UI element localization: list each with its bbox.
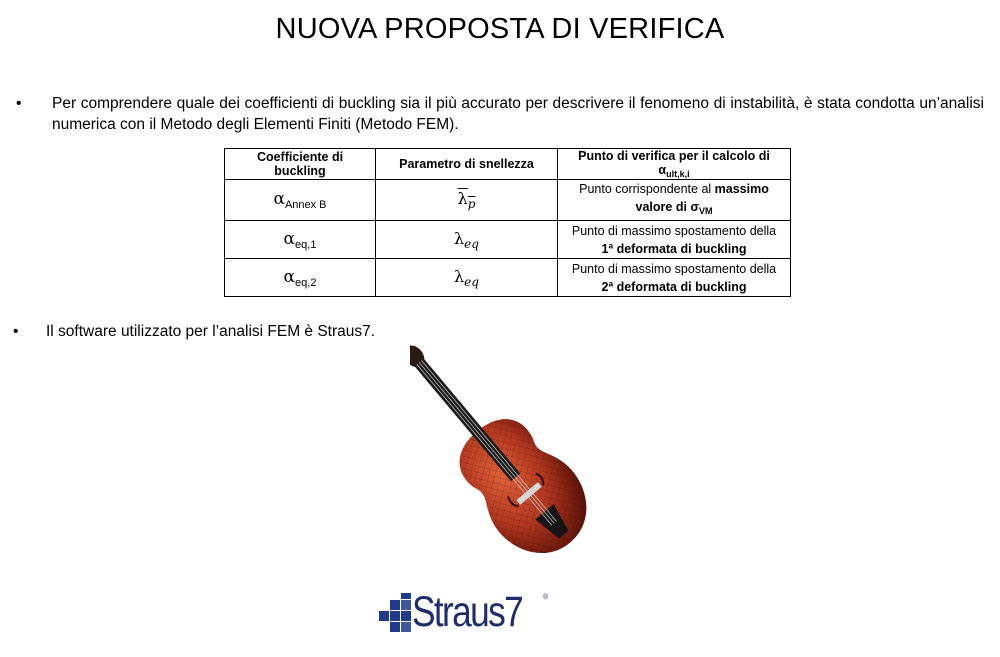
verification-cell: Punto di massimo spostamento della 1ª deformata di buckling: [558, 221, 791, 259]
bullet-item-intro: [16, 93, 984, 135]
parameter-cell: $\lambda_{eq}$: [376, 259, 558, 297]
coefficient-cell: αAnnex B: [225, 180, 376, 221]
header-coefficient: Coefficiente di buckling: [225, 149, 376, 180]
verification-cell: Punto di massimo spostamento della 2ª deformata di buckling: [558, 259, 791, 297]
table-header-row: [225, 149, 791, 180]
table-row: [225, 259, 791, 297]
header-verification-point: Punto di verifica per il calcolo di $\alpha_{ult,k,i}$: [558, 149, 791, 180]
coefficient-cell: αeq,1: [225, 221, 376, 259]
parameter-cell: $\lambda_{eq}$: [376, 221, 558, 259]
straus7-logo: [378, 590, 558, 645]
violin-image: [410, 345, 635, 595]
table-row: [225, 221, 791, 259]
bullet-icon: •: [13, 323, 19, 340]
coefficient-cell: αeq,2: [225, 259, 376, 297]
table-row: [225, 180, 791, 221]
verification-cell: Punto corrispondente al massimo valore di $\sigma_{VM}$: [558, 180, 791, 221]
trademark-symbol: ®: [543, 594, 549, 601]
slide-title: NUOVA PROPOSTA DI VERIFICA: [275, 13, 725, 45]
straus7-logo-text: Straus7: [412, 588, 523, 636]
bullet-text: Il software utilizzato per l’analisi FEM è Straus7.: [46, 323, 376, 340]
buckling-table: [224, 148, 791, 297]
bullet-icon: •: [16, 95, 22, 112]
header-parameter: Parametro di snellezza: [376, 149, 558, 180]
bullet-item-software: [13, 321, 713, 342]
parameter-cell: $\lambda_p$: [376, 180, 558, 221]
bullet-text: Per comprendere quale dei coefficienti di buckling sia il più accurato per descrivere il fenomeno di instabilità, è stata condotta un’analisi numerica con il Metodo degli Elementi Finiti (Metodo FEM).: [52, 95, 984, 133]
